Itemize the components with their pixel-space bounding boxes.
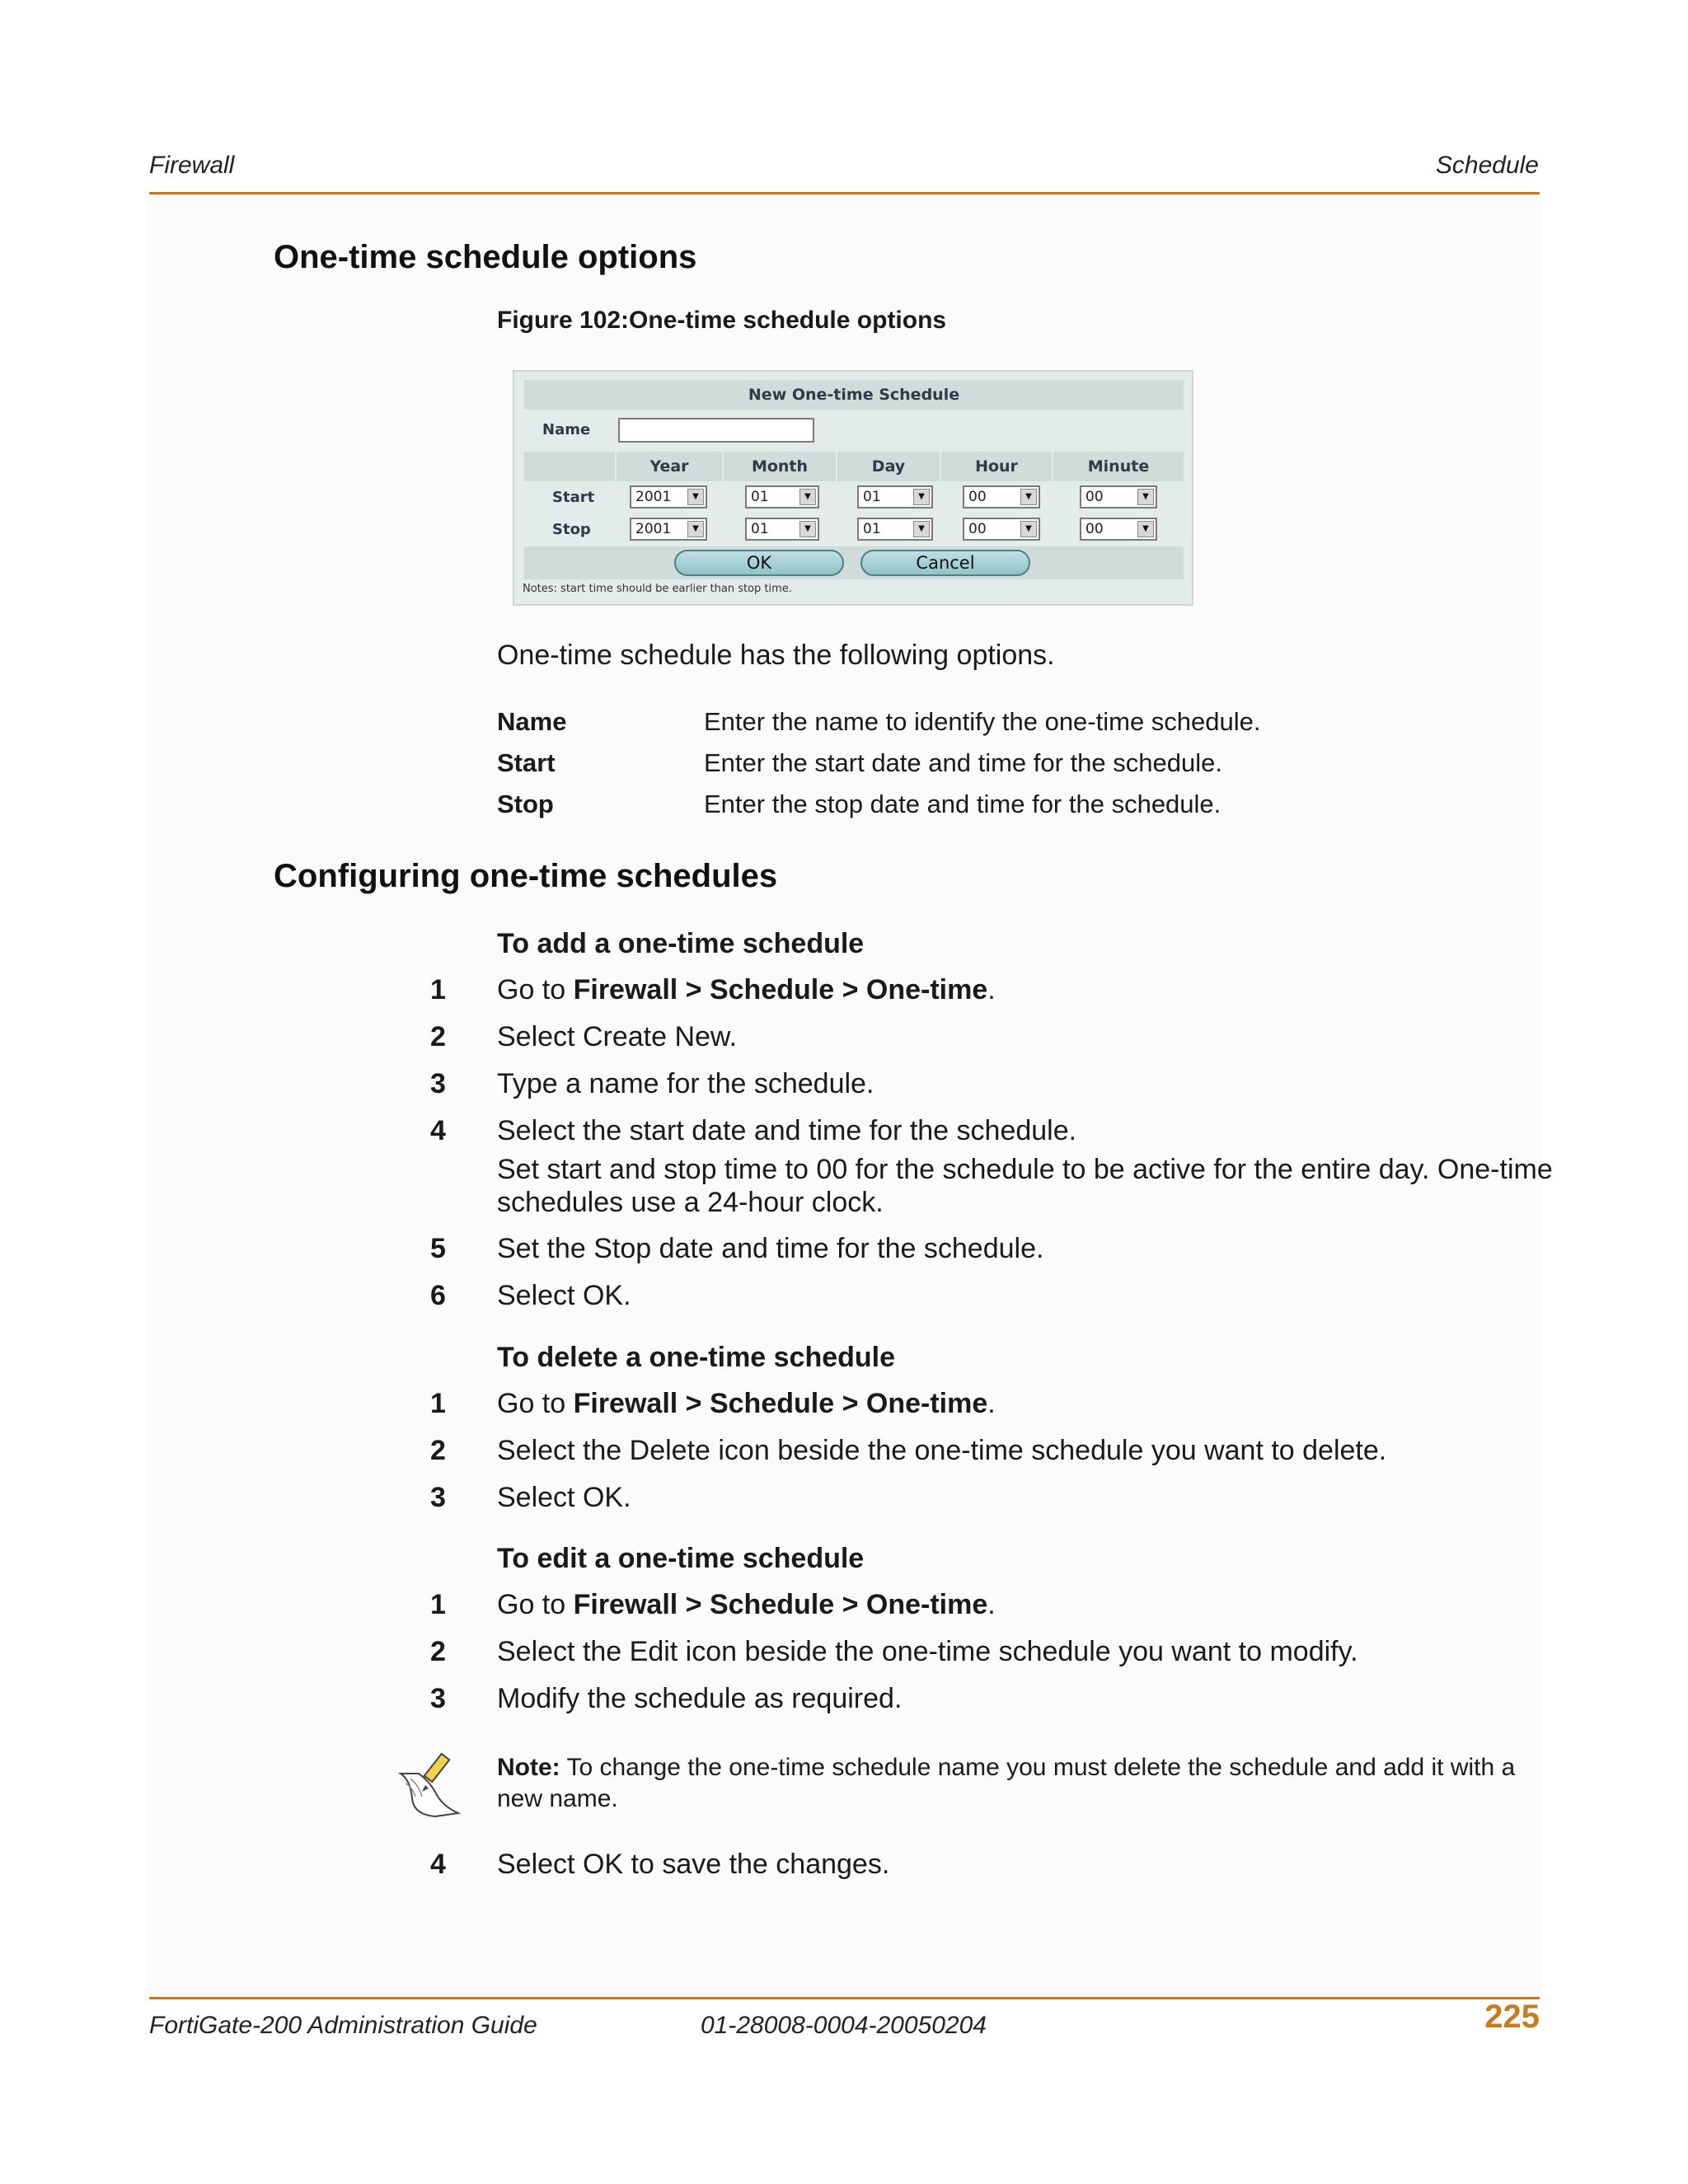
step-number: 5 [430,1233,446,1264]
step-detail: schedules use a 24-hour clock. [497,1187,884,1218]
step-detail: Set start and stop time to 00 for the schedule to be active for the entire day. One-time [497,1154,1553,1185]
step-text: Select OK. [497,1482,631,1513]
column-header-blank [524,452,615,481]
stop-row-label: Stop [552,521,591,538]
step-number: 3 [430,1683,446,1714]
stop-year-select[interactable] [630,518,707,541]
column-header-minute: Minute [1053,452,1184,481]
chevron-down-icon: ▼ [687,489,704,505]
form-note: Notes: start time should be earlier than stop time. [523,583,792,595]
chevron-down-icon: ▼ [687,521,704,537]
name-label: Name [542,421,591,438]
figure-caption: Figure 102:One-time schedule options [497,307,947,334]
section-heading-options: One-time schedule options [274,239,697,275]
stop-hour-select[interactable] [963,518,1040,541]
name-input[interactable] [618,418,814,443]
stop-minute-value: 00 [1085,521,1104,537]
step-number: 2 [430,1636,446,1667]
step-text: Select the start date and time for the schedule. [497,1115,1077,1146]
step-number: 4 [430,1849,446,1880]
step-text: Select Create New. [497,1021,738,1052]
step-text: Modify the schedule as required. [497,1683,903,1714]
start-minute-select[interactable] [1080,485,1157,509]
footer-doc-id: 01-28008-0004-20050204 [701,2012,987,2039]
footer-guide-title: FortiGate-200 Administration Guide [149,2012,537,2039]
chevron-down-icon: ▼ [1020,521,1037,537]
step-number: 3 [430,1482,446,1513]
definition-term: Start [497,748,556,777]
step-number: 6 [430,1280,446,1311]
stop-hour-value: 00 [968,521,987,537]
step-text: Set the Stop date and time for the schedule. [497,1233,1044,1264]
button-row [524,546,1184,579]
header-chapter: Firewall [149,152,235,179]
step-number: 2 [430,1435,446,1466]
page-number: 225 [1484,1999,1540,2035]
one-time-schedule-form [513,370,1193,606]
start-day-value: 01 [863,489,881,505]
stop-day-value: 01 [863,521,881,537]
note-pencil-icon [394,1749,468,1823]
stop-year-value: 2001 [635,521,672,537]
step-text: Select the Delete icon beside the one-time schedule you want to delete. [497,1435,1387,1466]
step-text: Go to Firewall > Schedule > One-time. [497,1388,996,1419]
chevron-down-icon: ▼ [799,521,816,537]
column-header-month: Month [724,452,836,481]
definition-description: Enter the start date and time for the schedule. [704,748,1222,777]
step-text: Go to Firewall > Schedule > One-time. [497,1589,996,1620]
footer-rule [149,1997,1540,1999]
start-day-select[interactable] [857,485,933,509]
header-rule [149,192,1540,194]
step-number: 3 [430,1068,446,1099]
step-text: Type a name for the schedule. [497,1068,874,1099]
chevron-down-icon: ▼ [913,521,930,537]
chevron-down-icon: ▼ [799,489,816,505]
definition-term: Name [497,707,567,736]
step-number: 4 [430,1115,446,1146]
stop-day-select[interactable] [857,518,933,541]
step-number: 1 [430,974,446,1005]
step-text: Go to Firewall > Schedule > One-time. [497,974,996,1005]
start-year-value: 2001 [635,489,672,505]
column-header-year: Year [617,452,722,481]
options-intro: One-time schedule has the following options. [497,640,1055,671]
chevron-down-icon: ▼ [1137,489,1154,505]
ok-button[interactable]: OK [674,550,844,576]
start-month-value: 01 [751,489,769,505]
definition-term: Stop [497,790,554,818]
chevron-down-icon: ▼ [1020,489,1037,505]
section-heading-configuring: Configuring one-time schedules [274,858,778,894]
start-hour-value: 00 [968,489,987,505]
step-text: Select the Edit icon beside the one-time schedule you want to modify. [497,1636,1358,1667]
definition-description: Enter the name to identify the one-time schedule. [704,707,1261,736]
stop-month-value: 01 [751,521,769,537]
step-number: 2 [430,1021,446,1052]
column-header-day: Day [837,452,940,481]
start-year-select[interactable] [630,485,707,509]
chevron-down-icon: ▼ [913,489,930,505]
stop-minute-select[interactable] [1080,518,1157,541]
note-text: Note: To change the one-time schedule name you must delete the schedule and add it with a new name. [497,1754,1516,1812]
procedure-title-add: To add a one-time schedule [497,928,865,959]
column-header-hour: Hour [941,452,1052,481]
start-month-select[interactable] [745,485,819,509]
header-section: Schedule [1435,152,1539,179]
start-minute-value: 00 [1085,489,1104,505]
chevron-down-icon: ▼ [1137,521,1154,537]
step-number: 1 [430,1388,446,1419]
stop-month-select[interactable] [745,518,819,541]
start-row-label: Start [552,489,595,506]
procedure-title-delete: To delete a one-time schedule [497,1342,896,1373]
cancel-button[interactable]: Cancel [860,550,1030,576]
step-text: Select OK. [497,1280,631,1311]
procedure-title-edit: To edit a one-time schedule [497,1543,865,1574]
form-title: New One-time Schedule [524,380,1184,410]
definition-description: Enter the stop date and time for the schedule. [704,790,1221,818]
step-text: Select OK to save the changes. [497,1849,890,1880]
step-number: 1 [430,1589,446,1620]
start-hour-select[interactable] [963,485,1040,509]
